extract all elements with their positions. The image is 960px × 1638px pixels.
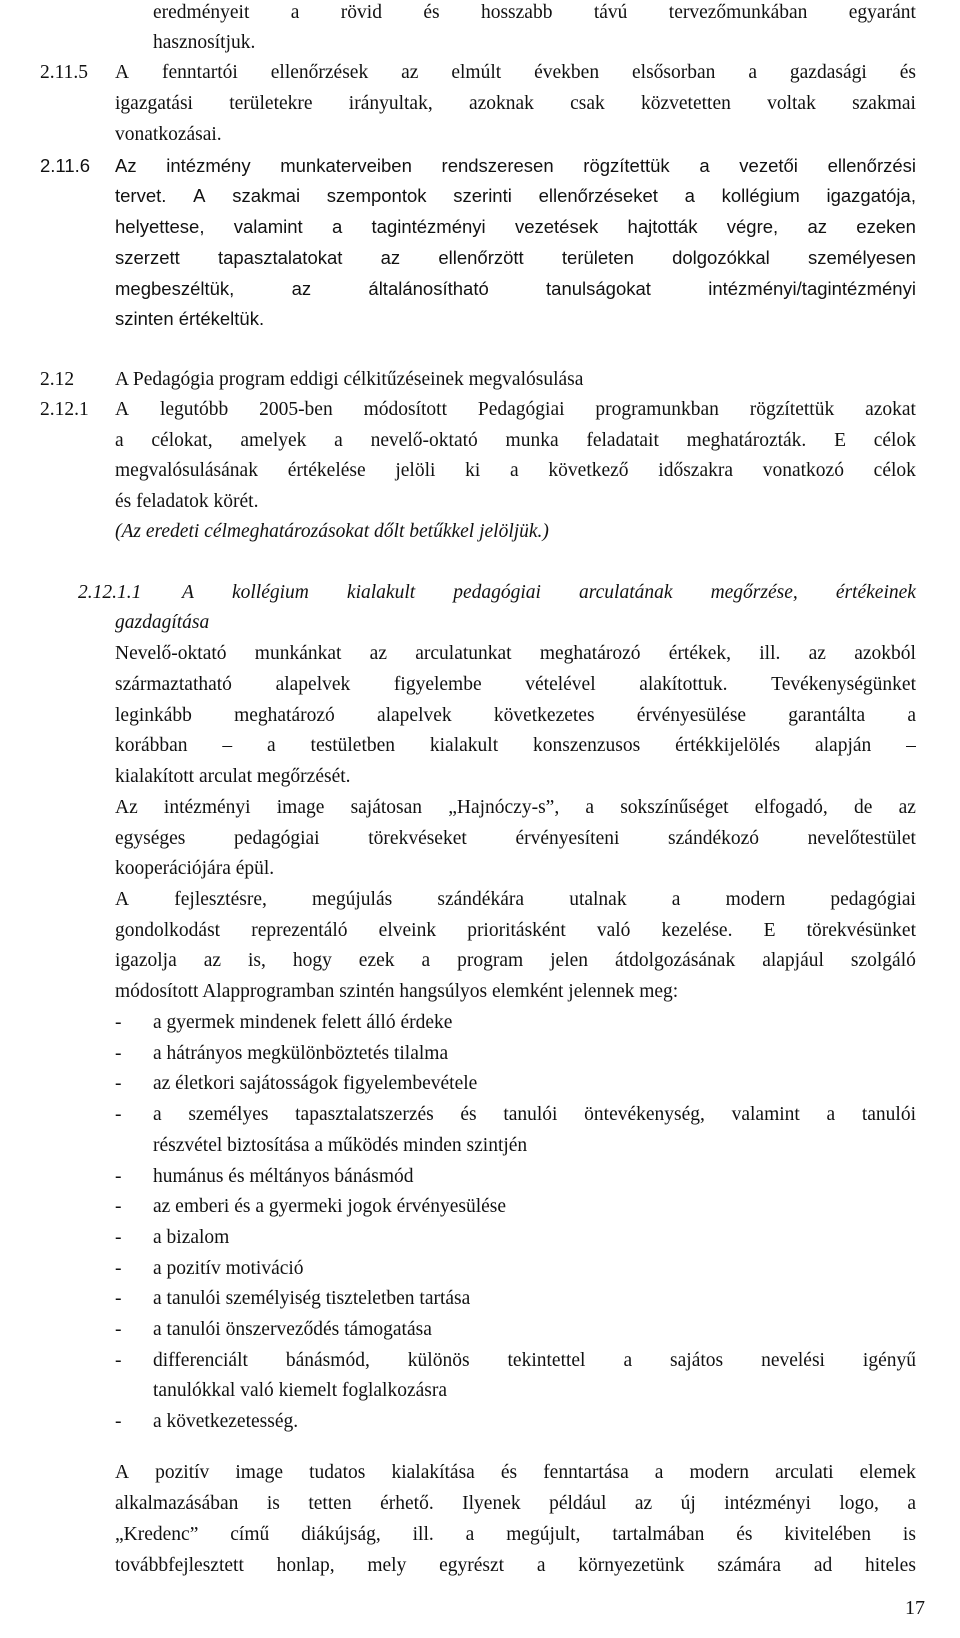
list-item: a következetesség. bbox=[153, 1411, 299, 1433]
text-line: megbeszéltük, az általánosítható tanulságokat intézményi/tagintézményi bbox=[115, 278, 916, 299]
text-line: tervet. A szakmai szempontok szerinti ellenőrzéseket a kollégium igazgatója, bbox=[115, 185, 916, 206]
text-line: vonatkozásai. bbox=[115, 124, 222, 145]
text-line: szerzett tapasztalatokat az ellenőrzött területen dolgozókkal személyesen bbox=[115, 247, 916, 268]
text-line: egységes pedagógiai törekvéseket érvényesíteni szándékozó nevelőtestület bbox=[115, 828, 916, 849]
list-item: a személyes tapasztalatszerzés és tanulói öntevékenység, valamint a tanulói bbox=[153, 1104, 916, 1126]
list-bullet: - bbox=[115, 1165, 122, 1187]
list-bullet: - bbox=[115, 1042, 122, 1064]
list-item: tanulókkal való kiemelt foglalkozásra bbox=[153, 1380, 448, 1402]
list-bullet: - bbox=[115, 1104, 122, 1126]
text-line: igazolja az is, hogy ezek a program jelen átdolgozásának alapjául szolgáló bbox=[115, 950, 916, 971]
list-bullet: - bbox=[115, 1073, 122, 1095]
text-line: korábban – a testületben kialakult konszenzusos értékkijelölés alapján – bbox=[115, 735, 916, 756]
text-line: igazgatási területekre irányultak, azoknak csak közvetetten voltak szakmai bbox=[115, 93, 916, 114]
text-line: továbbfejlesztett honlap, mely egyrészt a környezetünk számára ad hiteles bbox=[115, 1555, 916, 1576]
section-number: 2.12.1 bbox=[40, 399, 89, 420]
list-item: a pozitív motiváció bbox=[153, 1257, 304, 1279]
list-item: a gyermek mindenek felett álló érdeke bbox=[153, 1012, 453, 1033]
text-line: „Kredenc” című diákújság, ill. a megújult, tartalmában és kivitelében is bbox=[115, 1524, 916, 1545]
list-bullet: - bbox=[115, 1226, 122, 1248]
list-bullet: - bbox=[115, 1257, 122, 1279]
list-item: az emberi és a gyermeki jogok érvényesülése bbox=[153, 1196, 507, 1218]
section-title: A Pedagógia program eddigi célkitűzéseinek megvalósulása bbox=[115, 369, 584, 390]
text-line: módosított Alapprogramban szintén hangsúlyos elemként jelennek meg: bbox=[115, 981, 679, 1002]
list-bullet: - bbox=[115, 1012, 122, 1033]
list-bullet: - bbox=[115, 1319, 122, 1340]
text-line: A legutóbb 2005-ben módosított Pedagógiai programunkban rögzítettük azokat bbox=[115, 399, 916, 420]
section-number: 2.12 bbox=[40, 369, 75, 390]
text-line: Nevelő-oktató munkánkat az arculatunkat meghatározó értékek, ill. az azokból bbox=[115, 643, 916, 664]
section-number: 2.11.5 bbox=[40, 62, 89, 83]
list-item: a tanulói önszerveződés támogatása bbox=[153, 1319, 432, 1340]
section-number: 2.12.1.1 bbox=[78, 582, 142, 603]
text-line: származtatható alapelvek figyelembe vételével alakítottuk. Tevékenységünket bbox=[115, 674, 916, 695]
text-line: kialakított arculat megőrzését. bbox=[115, 766, 351, 787]
text-line: szinten értékeltük. bbox=[115, 308, 265, 329]
text-line: leginkább meghatározó alapelvek következetes érvényesülése garantálta a bbox=[115, 705, 916, 726]
text-line: alkalmazásában is tetten érhető. Ilyenek például az új intézményi logo, a bbox=[115, 1493, 916, 1514]
list-item: humánus és méltányos bánásmód bbox=[153, 1165, 414, 1187]
text-line: A pozitív image tudatos kialakítása és fenntartása a modern arculati elemek bbox=[115, 1462, 916, 1483]
list-bullet: - bbox=[115, 1411, 122, 1433]
text-line: és feladatok körét. bbox=[115, 491, 259, 512]
italic-note: (Az eredeti célmeghatározásokat dőlt betűkkel jelöljük.) bbox=[115, 521, 549, 542]
list-item: részvétel biztosítása a működés minden szintjén bbox=[153, 1134, 528, 1156]
text-line: helyettese, valamint a tagintézményi vezetések hajtották végre, az ezeken bbox=[115, 216, 916, 237]
text-line: kooperációjára épül. bbox=[115, 858, 275, 879]
text-line: gondolkodást reprezentáló elveink prioritásként való kezelése. E törekvésünket bbox=[115, 920, 916, 941]
text-line: A fenntartói ellenőrzések az elmúlt években elsősorban a gazdasági és bbox=[115, 62, 916, 83]
text-line: hasznosítjuk. bbox=[153, 32, 256, 53]
text-line: megvalósulásának értékelése jelöli ki a következő időszakra vonatkozó célok bbox=[115, 460, 916, 481]
text-line: Az intézményi image sajátosan „Hajnóczy-s”, a sokszínűséget elfogadó, de az bbox=[115, 797, 916, 818]
list-bullet: - bbox=[115, 1196, 122, 1218]
text-line: eredményeit a rövid és hosszabb távú tervezőmunkában egyaránt bbox=[153, 2, 916, 23]
page-number: 17 bbox=[905, 1597, 925, 1619]
text-line: a célokat, amelyek a nevelő-oktató munka feladatait meghatározták. E célok bbox=[115, 430, 916, 451]
section-number: 2.11.6 bbox=[40, 155, 91, 176]
section-title: A kollégium kialakult pedagógiai arculatának megőrzése, értékeinek bbox=[182, 582, 916, 603]
text-line: Az intézmény munkaterveiben rendszeresen rögzítettük a vezetői ellenőrzési bbox=[115, 155, 916, 176]
text-line: A fejlesztésre, megújulás szándékára utalnak a modern pedagógiai bbox=[115, 889, 916, 910]
list-item: az életkori sajátosságok figyelembevétele bbox=[153, 1073, 478, 1095]
list-item: a bizalom bbox=[153, 1226, 230, 1248]
list-bullet: - bbox=[115, 1288, 122, 1310]
list-bullet: - bbox=[115, 1349, 122, 1371]
list-item: a hátrányos megkülönböztetés tilalma bbox=[153, 1042, 449, 1064]
list-item: differenciált bánásmód, különös tekintettel a sajátos nevelési igényű bbox=[153, 1349, 916, 1371]
section-title: gazdagítása bbox=[115, 612, 210, 633]
list-item: a tanulói személyiség tiszteletben tartása bbox=[153, 1288, 471, 1310]
